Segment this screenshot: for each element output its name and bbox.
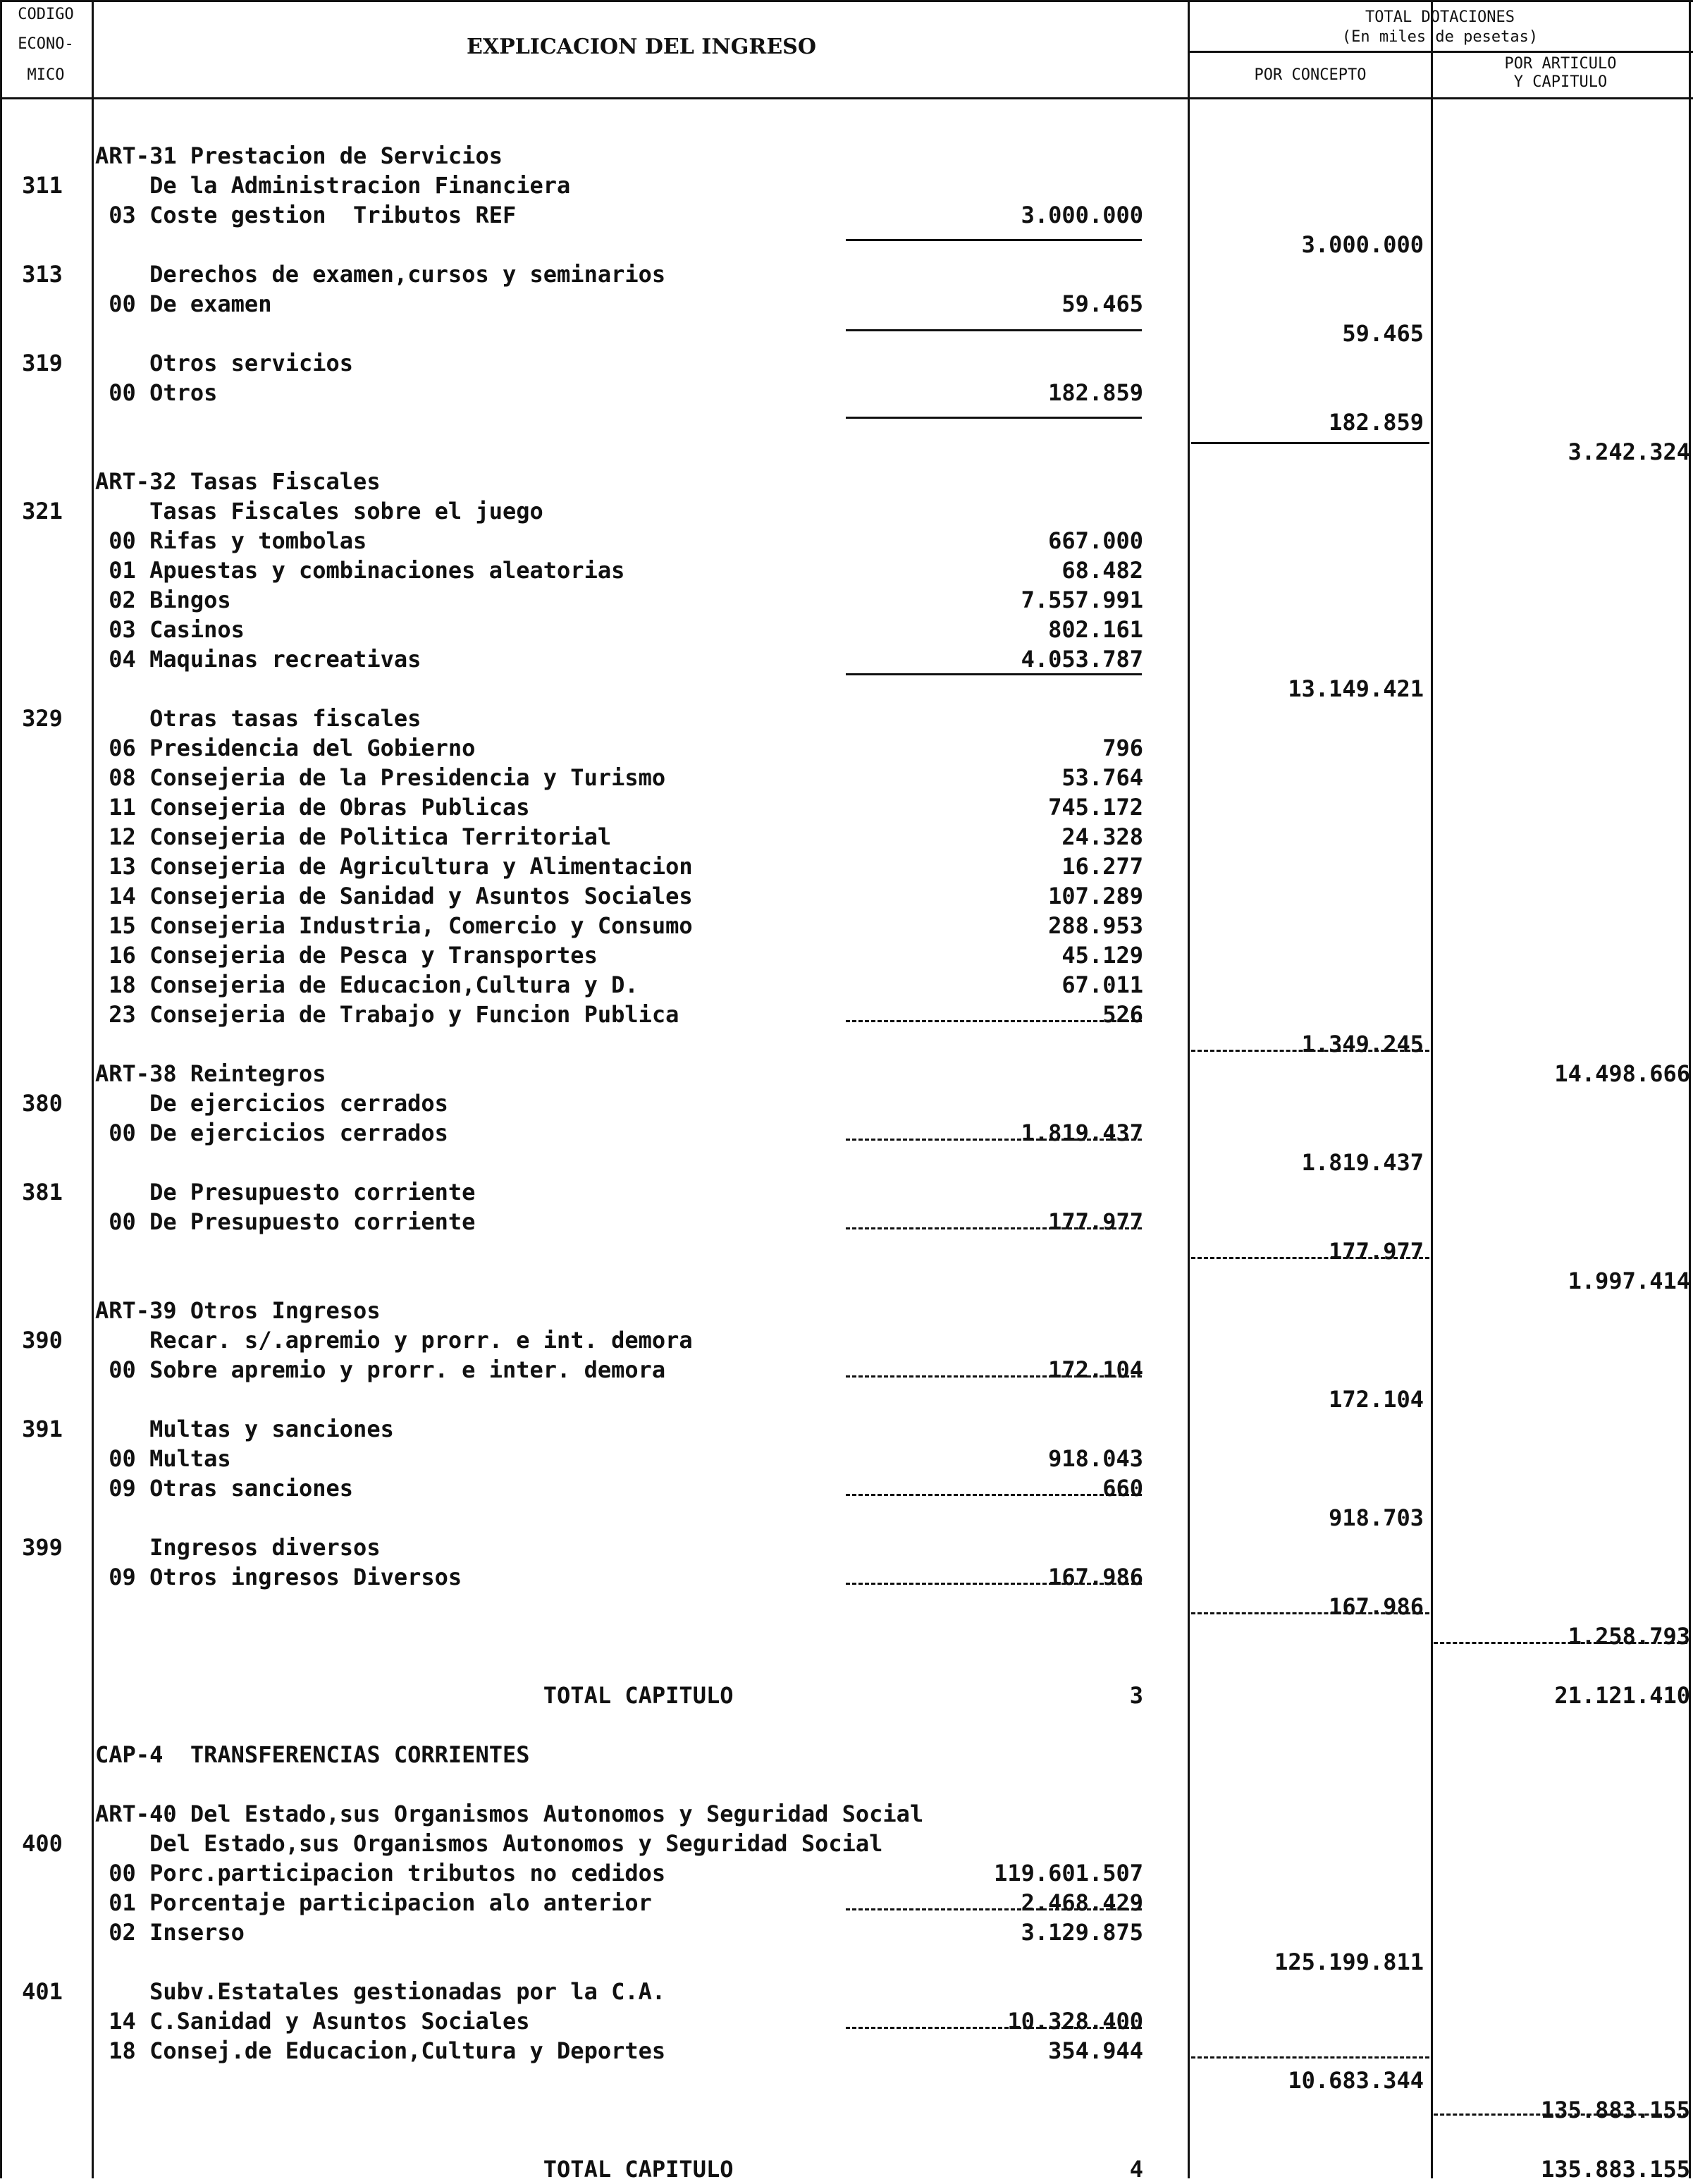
- income-description: Subv.Estatales gestionadas por la C.A.: [95, 1978, 666, 2005]
- income-description: 15 Consejeria Industria, Comercio y Consumo: [95, 912, 693, 939]
- header-totals-subtitle: (En miles de pesetas): [1341, 28, 1539, 46]
- economic-code: 380: [22, 1090, 63, 1117]
- table-row: [0, 437, 1693, 467]
- table-row: [0, 852, 1693, 881]
- income-description: 08 Consejeria de la Presidencia y Turismo: [95, 764, 666, 791]
- income-description: 18 Consejeria de Educacion,Cultura y D.: [95, 971, 639, 998]
- income-description: 06 Presidencia del Gobierno: [95, 735, 476, 761]
- table-row: [0, 1444, 1693, 1473]
- income-description: 09 Otros ingresos Diversos: [95, 1564, 462, 1590]
- item-amount: 526: [1102, 1001, 1143, 1028]
- table-row: [0, 1148, 1693, 1177]
- income-description: ART-38 Reintegros: [95, 1060, 326, 1087]
- table-row: [0, 970, 1693, 1000]
- header-code-line3: MICO: [27, 66, 65, 84]
- table-row: [0, 1207, 1693, 1237]
- table-row: [0, 615, 1693, 644]
- header-code-line2: ECONO-: [18, 35, 74, 53]
- table-row: [0, 1059, 1693, 1088]
- sum-rule: [846, 1020, 1142, 1022]
- table-row: [0, 1710, 1693, 1740]
- income-description: 00 De examen: [95, 290, 272, 317]
- item-amount: 918.043: [1048, 1445, 1143, 1472]
- item-amount: 182.859: [1048, 379, 1143, 406]
- header-bottom-rule: [0, 97, 1693, 99]
- table-row: [0, 1118, 1693, 1148]
- article-chapter-total: 135.883.155: [1541, 2156, 1690, 2183]
- item-amount: 7.557.991: [1021, 587, 1143, 613]
- table-row: [0, 200, 1693, 230]
- concept-total: 3.000.000: [1301, 231, 1424, 258]
- table-row: [0, 1562, 1693, 1592]
- item-amount: 2.468.429: [1021, 1889, 1143, 1916]
- table-row: [0, 2125, 1693, 2154]
- income-description: 14 C.Sanidad y Asuntos Sociales: [95, 2008, 530, 2035]
- income-description: 09 Otras sanciones: [95, 1475, 354, 1502]
- header-totals-title: TOTAL DOTACIONES: [1365, 8, 1515, 26]
- article-chapter-total: 1.997.414: [1568, 1268, 1690, 1294]
- table-row: [0, 496, 1693, 526]
- economic-code: 319: [22, 350, 63, 376]
- table-row: [0, 1000, 1693, 1029]
- table-row: [0, 348, 1693, 378]
- income-description: De Presupuesto corriente: [95, 1179, 476, 1206]
- income-description: Del Estado,sus Organismos Autonomos y Seguridad Social: [95, 1830, 883, 1857]
- concept-total: 182.859: [1329, 409, 1424, 436]
- table-row: [0, 2066, 1693, 2095]
- table-row: [0, 1414, 1693, 1444]
- income-description: 00 Rifas y tombolas: [95, 527, 367, 554]
- table-row: [0, 289, 1693, 319]
- table-row: [0, 1385, 1693, 1414]
- income-description: 14 Consejeria de Sanidad y Asuntos Sociales: [95, 883, 693, 909]
- table-row: [0, 467, 1693, 496]
- table-row: [0, 940, 1693, 970]
- income-description: 16 Consejeria de Pesca y Transportes: [95, 942, 598, 969]
- article-chapter-total: 3.242.324: [1568, 438, 1690, 465]
- item-amount: 107.289: [1048, 883, 1143, 909]
- table-row: [0, 704, 1693, 733]
- concept-total: 1.349.245: [1301, 1031, 1424, 1057]
- table-row: [0, 1740, 1693, 1769]
- income-description: Otros servicios: [95, 350, 354, 376]
- income-description: ART-40 Del Estado,sus Organismos Autonomos y Seguridad Social: [95, 1800, 924, 1827]
- table-row: [0, 674, 1693, 704]
- table-row: [0, 1473, 1693, 1503]
- article-chapter-total: 1.258.793: [1568, 1623, 1690, 1650]
- concept-total: 13.149.421: [1288, 675, 1424, 702]
- concept-total: 177.977: [1329, 1238, 1424, 1265]
- sum-rule: [1434, 2114, 1687, 2116]
- table-row: [0, 1977, 1693, 2006]
- item-amount: 67.011: [1061, 971, 1143, 998]
- article-chapter-total: 21.121.410: [1554, 1682, 1690, 1709]
- sum-rule: [846, 1583, 1142, 1585]
- sum-rule: [846, 1139, 1142, 1141]
- item-amount: 4.053.787: [1021, 646, 1143, 673]
- item-amount: 59.465: [1061, 290, 1143, 317]
- income-description: Derechos de examen,cursos y seminarios: [95, 261, 666, 288]
- income-description: ART-39 Otros Ingresos: [95, 1297, 381, 1324]
- concept-total: 167.986: [1329, 1593, 1424, 1620]
- item-amount: 119.601.507: [994, 1860, 1143, 1887]
- income-description: 02 Bingos: [95, 587, 231, 613]
- table-row: [0, 1918, 1693, 1947]
- header-col-articulo-line1: POR ARTICULO: [1504, 55, 1617, 73]
- article-chapter-total: 135.883.155: [1541, 2097, 1690, 2123]
- item-amount: 53.764: [1061, 764, 1143, 791]
- income-description: 01 Porcentaje participacion alo anterior: [95, 1889, 652, 1916]
- income-description: Recar. s/.apremio y prorr. e int. demora: [95, 1327, 693, 1354]
- income-description: 00 Otros: [95, 379, 218, 406]
- table-row: [0, 1592, 1693, 1621]
- income-description: 23 Consejeria de Trabajo y Funcion Publica: [95, 1001, 679, 1028]
- item-amount: 172.104: [1048, 1356, 1143, 1383]
- table-row: [0, 230, 1693, 259]
- income-description: ART-31 Prestacion de Servicios: [95, 142, 503, 169]
- item-amount: 16.277: [1061, 853, 1143, 880]
- item-amount: 802.161: [1048, 616, 1143, 643]
- table-row: [0, 2095, 1693, 2125]
- economic-code: 400: [22, 1830, 63, 1857]
- table-row: [0, 1681, 1693, 1710]
- item-amount: 745.172: [1048, 794, 1143, 821]
- sum-rule: [1191, 1612, 1429, 1614]
- table-row: [0, 1266, 1693, 1296]
- item-amount: 167.986: [1048, 1564, 1143, 1590]
- income-description: 11 Consejeria de Obras Publicas: [95, 794, 530, 821]
- sum-rule: [1191, 1257, 1429, 1259]
- sum-rule: [846, 2027, 1142, 2029]
- sum-rule: [846, 1494, 1142, 1496]
- table-row: [0, 1888, 1693, 1918]
- item-amount: 68.482: [1061, 557, 1143, 584]
- table-row: [0, 378, 1693, 407]
- table-row: [0, 644, 1693, 674]
- income-description: 13 Consejeria de Agricultura y Alimentacion: [95, 853, 693, 880]
- table-row: [0, 1355, 1693, 1385]
- header-col-concepto: POR CONCEPTO: [1254, 66, 1367, 84]
- income-description: ART-32 Tasas Fiscales: [95, 468, 381, 495]
- income-description: TOTAL CAPITULO: [95, 2156, 734, 2183]
- table-row: [0, 911, 1693, 940]
- table-row: [0, 1533, 1693, 1562]
- sum-rule: [846, 329, 1142, 331]
- income-description: 03 Coste gestion Tributos REF: [95, 202, 517, 228]
- sum-rule: [1191, 442, 1429, 444]
- table-row: [0, 822, 1693, 852]
- header-code-line1: CODIGO: [18, 6, 74, 23]
- table-row: [0, 763, 1693, 792]
- income-description: De la Administracion Financiera: [95, 172, 571, 199]
- economic-code: 390: [22, 1327, 63, 1354]
- item-amount: 288.953: [1048, 912, 1143, 939]
- concept-total: 59.465: [1342, 320, 1424, 347]
- income-description: Multas y sanciones: [95, 1416, 394, 1442]
- income-description: 04 Maquinas recreativas: [95, 646, 421, 673]
- item-amount: 3.129.875: [1021, 1919, 1143, 1946]
- item-amount: 796: [1102, 735, 1143, 761]
- sum-rule: [846, 673, 1142, 675]
- sum-rule: [846, 1908, 1142, 1910]
- table-row: [0, 1621, 1693, 1651]
- income-description: CAP-4 TRANSFERENCIAS CORRIENTES: [95, 1741, 530, 1768]
- sum-rule: [1191, 1050, 1429, 1052]
- table-row: [0, 1651, 1693, 1681]
- header-col-articulo-line2: Y CAPITULO: [1513, 73, 1608, 91]
- table-row: [0, 556, 1693, 585]
- item-amount: 667.000: [1048, 527, 1143, 554]
- income-description: 00 Porc.participacion tributos no cedidos: [95, 1860, 666, 1887]
- table-row: [0, 881, 1693, 911]
- income-description: 12 Consejeria de Politica Territorial: [95, 823, 612, 850]
- table-row: [0, 1503, 1693, 1533]
- table-row: [0, 1325, 1693, 1355]
- sum-rule: [846, 239, 1142, 241]
- header-top-rule: [0, 0, 1693, 2]
- table-row: [0, 407, 1693, 437]
- economic-code: 381: [22, 1179, 63, 1206]
- article-chapter-total: 14.498.666: [1554, 1060, 1690, 1087]
- sum-rule: [1434, 1642, 1687, 1644]
- table-row: [0, 171, 1693, 200]
- income-description: 00 De Presupuesto corriente: [95, 1208, 476, 1235]
- table-row: [0, 1829, 1693, 1858]
- table-row: [0, 319, 1693, 348]
- item-amount: 45.129: [1061, 942, 1143, 969]
- table-row: [0, 141, 1693, 171]
- income-description: 00 Sobre apremio y prorr. e inter. demora: [95, 1356, 666, 1383]
- concept-total: 10.683.344: [1288, 2067, 1424, 2094]
- sum-rule: [846, 417, 1142, 419]
- table-row: [0, 2036, 1693, 2066]
- sum-rule: [1191, 2056, 1429, 2059]
- income-description: 18 Consej.de Educacion,Cultura y Deportes: [95, 2037, 666, 2064]
- table-row: [0, 733, 1693, 763]
- economic-code: 329: [22, 705, 63, 732]
- table-row: [0, 2006, 1693, 2036]
- table-row: [0, 1088, 1693, 1118]
- concept-total: 125.199.811: [1274, 1949, 1424, 1975]
- concept-total: 918.703: [1329, 1504, 1424, 1531]
- economic-code: 313: [22, 261, 63, 288]
- totals-subheader-rule: [1188, 51, 1693, 53]
- sum-rule: [846, 1227, 1142, 1229]
- income-description: Tasas Fiscales sobre el juego: [95, 498, 543, 524]
- income-description: 03 Casinos: [95, 616, 245, 643]
- economic-code: 321: [22, 498, 63, 524]
- table-row: [0, 526, 1693, 556]
- economic-code: 401: [22, 1978, 63, 2005]
- item-amount: 24.328: [1061, 823, 1143, 850]
- income-description: 02 Inserso: [95, 1919, 245, 1946]
- sum-rule: [846, 1375, 1142, 1378]
- income-description: 00 De ejercicios cerrados: [95, 1119, 448, 1146]
- table-row: [0, 1769, 1693, 1799]
- income-description: TOTAL CAPITULO: [95, 1682, 734, 1709]
- table-row: [0, 1177, 1693, 1207]
- concept-total: 1.819.437: [1301, 1149, 1424, 1176]
- table-row: [0, 1237, 1693, 1266]
- item-amount: 354.944: [1048, 2037, 1143, 2064]
- item-amount: 4: [1129, 2156, 1143, 2183]
- income-description: Otras tasas fiscales: [95, 705, 421, 732]
- table-row: [0, 1296, 1693, 1325]
- table-row: [0, 1029, 1693, 1059]
- item-amount: 177.977: [1048, 1208, 1143, 1235]
- table-row: [0, 792, 1693, 822]
- table-row: [0, 585, 1693, 615]
- item-amount: 10.328.400: [1007, 2008, 1143, 2035]
- concept-total: 172.104: [1329, 1386, 1424, 1413]
- header-title: EXPLICACION DEL INGRESO: [467, 35, 816, 59]
- item-amount: 1.819.437: [1021, 1119, 1143, 1146]
- table-row: [0, 2154, 1693, 2184]
- economic-code: 391: [22, 1416, 63, 1442]
- economic-code: 311: [22, 172, 63, 199]
- item-amount: 3.000.000: [1021, 202, 1143, 228]
- table-row: [0, 1858, 1693, 1888]
- item-amount: 660: [1102, 1475, 1143, 1502]
- income-description: Ingresos diversos: [95, 1534, 381, 1561]
- economic-code: 399: [22, 1534, 63, 1561]
- table-row: [0, 259, 1693, 289]
- table-row: [0, 1947, 1693, 1977]
- income-description: 01 Apuestas y combinaciones aleatorias: [95, 557, 625, 584]
- item-amount: 3: [1129, 1682, 1143, 1709]
- income-description: 00 Multas: [95, 1445, 231, 1472]
- table-row: [0, 1799, 1693, 1829]
- income-description: De ejercicios cerrados: [95, 1090, 448, 1117]
